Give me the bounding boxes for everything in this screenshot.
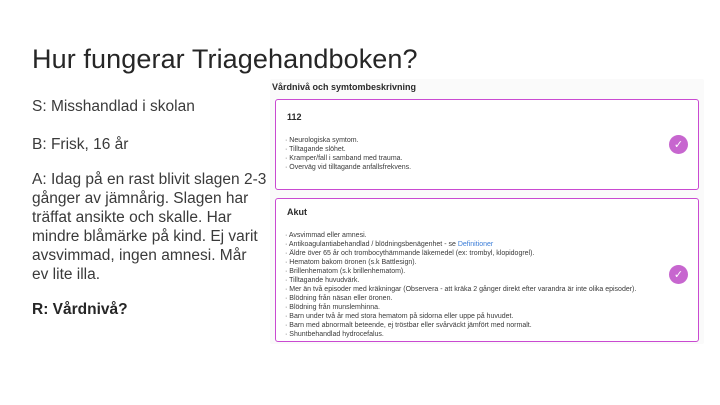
list-item: · Brillenhematom (s.k brillenhematom). xyxy=(285,267,660,276)
list-item: · Avsvimmad eller amnesi. xyxy=(285,231,660,240)
list-item: · Blödning från näsan eller öronen. xyxy=(285,294,660,303)
list-item: · Barn under två år med stora hematom på sidorna eller uppe på huvudet. xyxy=(285,312,660,321)
sbar-background-text: B: Frisk, 16 år xyxy=(32,136,129,153)
list-item: · Tilltagande huvudvärk. xyxy=(285,276,660,285)
triage-card-akut[interactable] xyxy=(275,198,699,342)
slide-title: Hur fungerar Triagehandboken? xyxy=(32,44,418,74)
list-item: · Shuntbehandlad hydrocefalus. xyxy=(285,330,660,339)
triage-card-112[interactable] xyxy=(275,99,699,190)
symptom-list xyxy=(285,136,660,172)
sbar-situation-text: S: Misshandlad i skolan xyxy=(32,98,195,115)
screenshot-title: Vårdnivå och symtombeskrivning xyxy=(272,82,417,92)
sbar-assessment-text: A: Idag på en rast blivit slagen 2-3 gånger av jämnårig. Slagen har träffat ansikte och skalle. Har mindre blåmärke på kind. Ej varit avsvimmad, ingen amnesi. Mår ev lite illa. xyxy=(32,171,267,283)
list-item: · Hematom bakom öronen (s.k Battlesign). xyxy=(285,258,660,267)
card-title: 112 xyxy=(287,112,302,122)
sbar-recommendation-text: R: Vårdnivå? xyxy=(32,301,128,318)
sbar-assessment xyxy=(32,170,267,284)
list-item: · Kramper/fall i samband med trauma. xyxy=(285,154,660,163)
list-item: · Neurologiska symtom. xyxy=(285,136,660,145)
list-item: · Barn med abnormalt beteende, ej tröstbar eller svårväckt jämfört med normalt. xyxy=(285,321,660,330)
symptom-list xyxy=(285,231,660,339)
check-icon[interactable]: ✓ xyxy=(669,265,688,284)
triage-screenshot xyxy=(270,79,704,344)
list-item: · Överväg vid tilltagande anfallsfrekvens. xyxy=(285,163,660,172)
definitions-link[interactable]: Definitioner xyxy=(457,241,494,248)
list-item: · Mer än två episoder med kräkningar (Observera - att kräka 2 gånger direkt efter varandra är inte olika episoder). xyxy=(285,285,660,294)
list-item: · Blödning från munslemhinna. xyxy=(285,303,660,312)
sbar-background xyxy=(32,135,267,154)
list-item-text: Antikoagulantiabehandlad / blödningsbenägenhet - se xyxy=(288,241,456,248)
sbar-recommendation xyxy=(32,300,267,319)
sbar-situation xyxy=(32,97,267,116)
card-title: Akut xyxy=(287,207,307,217)
check-icon[interactable]: ✓ xyxy=(669,135,688,154)
list-item: · Tilltagande slöhet. xyxy=(285,145,660,154)
list-item xyxy=(285,240,660,249)
list-item: · Äldre över 65 år och trombocythämmande läkemedel (ex: trombyl, klopidogrel). xyxy=(285,249,660,258)
